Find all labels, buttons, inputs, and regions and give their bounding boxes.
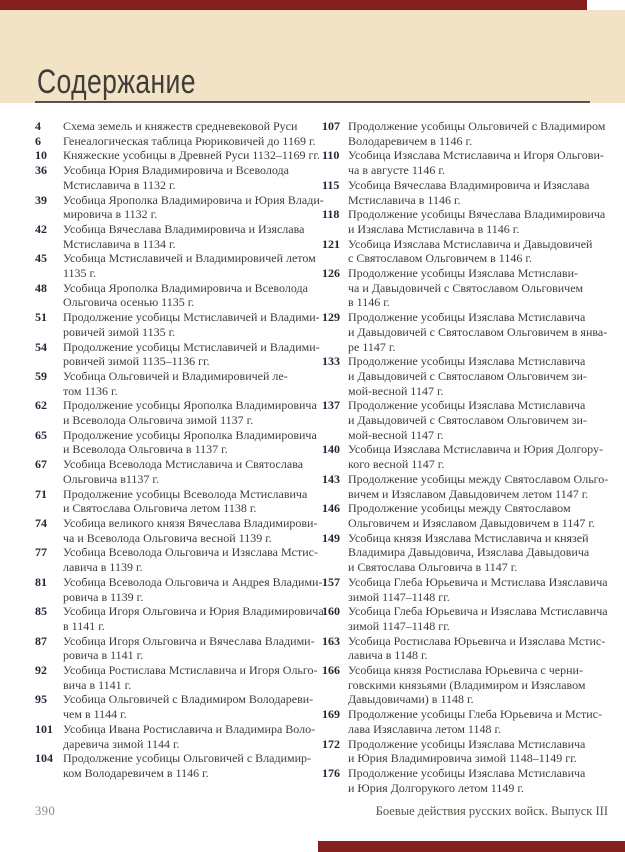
toc-entry-line: ча и Давыдовичей с Святославом Ольговичем xyxy=(348,280,584,295)
toc-entry-line: мой-весной 1147 г. xyxy=(348,383,444,398)
toc-page-number: 95 xyxy=(35,692,47,707)
toc-entry-line: Давыдовичами) в 1148 г. xyxy=(348,692,474,707)
toc-entry xyxy=(35,134,315,149)
toc-page-number: 169 xyxy=(322,707,340,722)
toc-entry xyxy=(322,207,612,236)
toc-entry-line: ровича в 1141 г. xyxy=(63,648,144,663)
toc-page-number: 115 xyxy=(322,177,340,192)
toc-page-number: 176 xyxy=(322,765,340,780)
toc-entry xyxy=(35,663,318,692)
toc-entry-line: ровичей зимой 1135 г. xyxy=(63,324,176,339)
toc-entry-line: Продолжение усобицы Всеволода Мстиславича xyxy=(63,486,308,501)
toc-entry xyxy=(322,398,612,442)
toc-page-number: 104 xyxy=(35,751,53,766)
toc-entry-line: зимой 1147–1148 гг. xyxy=(348,589,450,604)
toc-entry-line: ком Володаревичем в 1146 г. xyxy=(63,765,209,780)
toc-entry xyxy=(322,531,612,575)
toc-entry-line: мировича в 1132 г. xyxy=(63,207,158,222)
toc-entry-line: и Всеволода Ольговича в 1137 г. xyxy=(63,442,228,457)
toc-entry-line: Усобица Ивана Ростиславича и Владимира Воло- xyxy=(63,721,316,736)
toc-entry-line: Усобица Юрия Владимировича и Всеволода xyxy=(63,163,289,178)
toc-page-number: 172 xyxy=(322,736,340,751)
toc-page-number: 81 xyxy=(35,574,47,589)
toc-entry xyxy=(322,310,612,354)
toc-entry xyxy=(322,766,612,795)
toc-entry-line: Ольговича осенью 1135 г. xyxy=(63,295,195,310)
toc-page-number: 71 xyxy=(35,486,47,501)
toc-page-number: 45 xyxy=(35,251,47,266)
toc-entry-line: Усобица Ольговичей с Владимиром Володареви- xyxy=(63,692,314,707)
toc-entry-line: Володаревичем в 1146 г. xyxy=(348,133,473,148)
toc-entry xyxy=(35,515,318,545)
toc-entry-line: вичем и Изяславом Давыдовичем летом 1147 г. xyxy=(348,486,589,501)
toc-entry-line: говскими князьями (Владимиром и Изяславом xyxy=(348,677,586,692)
toc-page-number: 101 xyxy=(35,721,53,736)
toc-entry-line: Усобица Вячеслава Владимировича и Изяслава xyxy=(63,221,305,236)
toc-entry-line: Усобица Игоря Ольговича и Вячеслава Владими- xyxy=(63,633,315,648)
toc-entry-line: ровичей зимой 1135–1136 гг. xyxy=(63,354,210,369)
toc-entry-line: мой-весной 1147 г. xyxy=(348,427,444,442)
toc-page-number: 36 xyxy=(35,163,47,178)
toc-entry-line: и Давыдовичей с Святославом Ольговичем зи- xyxy=(348,413,587,428)
toc-page-number: 39 xyxy=(35,192,47,207)
toc-entry-line: Продолжение усобицы между Святославом Ольго- xyxy=(348,471,609,486)
toc-entry xyxy=(35,722,315,751)
toc-entry-line: Продолжение усобицы Мстиславичей и Владими- xyxy=(63,310,320,325)
toc-entry-line: Продолжение усобицы Мстиславичей и Владими- xyxy=(63,339,320,354)
toc-page-number: 77 xyxy=(35,545,47,560)
toc-entry-line: Усобица Изяслава Мстиславича и Давыдовичей xyxy=(348,236,593,251)
toc-page-number: 10 xyxy=(35,148,47,163)
toc-entry xyxy=(322,178,612,207)
toc-entry xyxy=(322,472,612,501)
toc-page-number: 42 xyxy=(35,221,47,236)
toc-page-number: 166 xyxy=(322,663,340,678)
toc-entry-line: 1135 г. xyxy=(63,266,97,281)
toc-entry xyxy=(35,163,315,192)
toc-entry-line: Усобица Изяслава Мстиславича и Юрия Долгору- xyxy=(348,442,603,457)
toc-entry xyxy=(35,487,315,516)
toc-entry xyxy=(35,398,315,427)
toc-entry-line: и Святослава Ольговича в 1147 г. xyxy=(348,560,518,575)
toc-entry-line: и Всеволода Ольговича зимой 1137 г. xyxy=(63,413,254,428)
toc-page-number: 48 xyxy=(35,280,47,295)
toc-entry-line: Продолжение усобицы Ярополка Владимировича xyxy=(63,398,317,413)
toc-entry xyxy=(322,663,612,707)
toc-entry-line: том 1136 г. xyxy=(63,383,118,398)
toc-entry xyxy=(322,237,612,266)
top-accent-bar xyxy=(0,0,587,10)
toc-entry xyxy=(35,148,320,163)
toc-entry xyxy=(35,119,315,134)
toc-entry-line: Схема земель и княжеств средневековой Руси xyxy=(63,119,298,133)
toc-entry-line: Усобица князя Изяслава Мстиславича и князей xyxy=(348,530,589,545)
toc-entry-line: в 1146 г. xyxy=(348,295,390,310)
folio-page-number: 390 xyxy=(35,804,56,818)
toc-entry-line: Усобица великого князя Вячеслава Владимирови- xyxy=(63,515,318,530)
toc-page-number: 87 xyxy=(35,633,47,648)
toc-entry-line: Усобица Всеволода Ольговича и Андрея Владими- xyxy=(63,574,323,589)
toc-entry-line: Продолжение усобицы Изяслава Мстислави- xyxy=(348,266,579,281)
toc-entry-line: Усобица Всеволода Ольговича и Изяслава Мстис- xyxy=(63,545,318,560)
toc-entry-line: и Юрия Владимировича зимой 1148–1149 гг. xyxy=(348,751,577,766)
toc-entry-line: и Юрия Долгорукого летом 1149 г. xyxy=(348,780,524,795)
toc-entry xyxy=(35,545,318,575)
title-rule xyxy=(35,101,590,103)
toc-entry-line: в 1141 г. xyxy=(63,618,105,633)
running-title: Боевые действия русских войск. Выпуск III xyxy=(375,804,608,818)
toc-entry-line: ча в августе 1146 г. xyxy=(348,163,445,178)
toc-entry xyxy=(322,354,612,398)
toc-page-number: 54 xyxy=(35,339,47,354)
toc-column-right xyxy=(322,119,612,795)
toc-entry-line: Продолжение усобицы Ярополка Владимировича xyxy=(63,427,317,442)
toc-entry-line: Усобица Ростислава Юрьевича и Изяслава Мстис- xyxy=(348,633,606,648)
toc-entry-line: Усобица Ярополка Владимировича и Юрия Влади- xyxy=(63,192,324,207)
toc-page-number: 140 xyxy=(322,442,340,457)
toc-page-number: 65 xyxy=(35,427,47,442)
toc-page-number: 92 xyxy=(35,663,47,678)
page-title: Содержание xyxy=(37,63,196,101)
toc-entry-line: лава Изяславича летом 1148 г. xyxy=(348,721,502,736)
toc-entry-line: Владимира Давыдовича, Изяслава Давыдовича xyxy=(348,545,590,560)
page-footer xyxy=(35,804,608,820)
toc-entry xyxy=(322,575,612,604)
toc-entry-line: Генеалогическая таблица Рюриковичей до 1169 г. xyxy=(63,133,316,148)
toc-entry-line: ча и Всеволода Ольговича весной 1139 г. xyxy=(63,530,272,545)
toc-page-number: 110 xyxy=(322,148,340,163)
toc-entry xyxy=(35,222,315,251)
toc-page-number: 67 xyxy=(35,457,47,472)
toc-entry-line: Продолжение усобицы Изяслава Мстиславича xyxy=(348,765,586,780)
toc-entry-line: кого весной 1147 г. xyxy=(348,457,445,472)
toc-entry-line: Ольговичем и Изяславом Давыдовичем в 1147 г. xyxy=(348,515,595,530)
toc-entry-line: Усобица князя Ростислава Юрьевича с черни- xyxy=(348,663,583,678)
toc-entry-line: Продолжение усобицы Глеба Юрьевича и Мстис- xyxy=(348,707,602,722)
toc-entry xyxy=(35,192,324,222)
toc-page-number: 62 xyxy=(35,398,47,413)
toc-entry xyxy=(35,281,315,310)
toc-page-number: 157 xyxy=(322,574,340,589)
toc-entry-line: Ольговича в1137 г. xyxy=(63,471,159,486)
toc-entry xyxy=(322,119,612,148)
toc-page-number: 6 xyxy=(35,133,41,148)
toc-entry xyxy=(35,574,323,604)
toc-page-number: 137 xyxy=(322,398,340,413)
toc-entry-line: Продолжение усобицы Вячеслава Владимировича xyxy=(348,207,606,222)
toc-entry xyxy=(322,707,612,736)
toc-entry-line: Усобица Всеволода Мстиславича и Святослава xyxy=(63,457,304,472)
toc-entry-line: Усобица Мстиславичей и Владимировичей летом xyxy=(63,251,316,266)
toc-page-number: 160 xyxy=(322,604,340,619)
toc-entry xyxy=(322,266,612,310)
toc-entry-line: Продолжение усобицы Изяслава Мстиславича xyxy=(348,736,586,751)
toc-page-number: 126 xyxy=(322,266,340,281)
toc-page-number: 85 xyxy=(35,604,47,619)
toc-page-number: 51 xyxy=(35,310,47,325)
toc-entry-line: Продолжение усобицы Ольговичей с Владимир- xyxy=(63,751,312,766)
toc-page-number: 129 xyxy=(322,310,340,325)
toc-entry-line: даревича зимой 1144 г. xyxy=(63,736,180,751)
toc-entry-line: Усобица Ярополка Владимировича и Всеволода xyxy=(63,280,308,295)
toc-entry-line: вича в 1141 г. xyxy=(63,677,132,692)
toc-entry xyxy=(35,692,315,721)
toc-page-number: 74 xyxy=(35,515,47,530)
toc-page-number: 143 xyxy=(322,471,340,486)
toc-entry xyxy=(35,457,315,486)
toc-entry-line: Усобица Глеба Юрьевича и Мстислава Изяславича xyxy=(348,574,608,589)
toc-entry-line: лавича в 1148 г. xyxy=(348,648,428,663)
toc-entry-line: и Давыдовичей с Святославом Ольговичем зи- xyxy=(348,368,587,383)
toc-entry xyxy=(35,339,320,369)
toc-entry-line: Продолжение усобицы Изяслава Мстиславича xyxy=(348,398,586,413)
toc-entry-line: Усобица Вячеслава Владимировича и Изяслава xyxy=(348,177,590,192)
toc-entry-line: Мстиславича в 1132 г. xyxy=(63,177,176,192)
toc-page-number: 163 xyxy=(322,633,340,648)
toc-entry-line: чем в 1144 г. xyxy=(63,707,127,722)
toc-entry-line: и Изяслава Мстиславича в 1146 г. xyxy=(348,221,520,236)
toc-page-number: 59 xyxy=(35,368,47,383)
toc-page-number: 4 xyxy=(35,119,41,133)
toc-entry xyxy=(35,634,315,663)
toc-entry-line: Продолжение усобицы Ольговичей с Владимиром xyxy=(348,119,606,133)
toc-page-number: 118 xyxy=(322,207,340,222)
toc-entry xyxy=(322,501,612,530)
toc-entry-line: Продолжение усобицы между Святославом xyxy=(348,501,571,516)
toc-entry xyxy=(322,634,612,663)
bottom-accent-bar xyxy=(318,841,625,852)
toc-entry xyxy=(322,148,612,177)
toc-entry-line: Продолжение усобицы Изяслава Мстиславича xyxy=(348,310,586,325)
toc-entry-line: Мстиславича в 1134 г. xyxy=(63,236,176,251)
toc-entry-line: Усобица Ольговичей и Владимировичей ле- xyxy=(63,368,288,383)
toc-page-number: 146 xyxy=(322,501,340,516)
toc-entry-line: Усобица Ростислава Мстиславича и Игоря Ольго- xyxy=(63,663,318,678)
toc-entry-line: и Святослава Ольговича летом 1138 г. xyxy=(63,501,257,516)
toc-entry xyxy=(35,428,315,457)
toc-entry-line: ре 1147 г. xyxy=(348,339,396,354)
toc-entry-line: и Давыдовичей с Святославом Ольговичем в янва- xyxy=(348,324,608,339)
toc-entry-line: ровича в 1139 г. xyxy=(63,589,144,604)
toc-entry-line: Усобица Игоря Ольговича и Юрия Владимировича xyxy=(63,604,324,619)
toc-entry-line: зимой 1147–1148 гг. xyxy=(348,618,450,633)
toc-entry xyxy=(35,604,324,633)
toc-entry-line: Мстиславича в 1146 г. xyxy=(348,192,461,207)
toc-entry xyxy=(35,751,315,780)
toc-page-number: 149 xyxy=(322,530,340,545)
toc-entry xyxy=(322,442,612,471)
toc-entry-line: Княжеские усобицы в Древней Руси 1132–1169 гг. xyxy=(63,148,320,163)
toc-entry xyxy=(35,369,315,398)
toc-entry-line: лавича в 1139 г. xyxy=(63,560,143,575)
toc-page-number: 133 xyxy=(322,354,340,369)
header-band xyxy=(0,10,625,103)
toc-entry xyxy=(322,737,612,766)
toc-entry-line: Усобица Глеба Юрьевича и Изяслава Мстиславича xyxy=(348,604,608,619)
toc-page-number: 121 xyxy=(322,236,340,251)
toc-entry xyxy=(322,604,612,633)
toc-column-left xyxy=(35,119,324,781)
toc-entry-line: с Святославом Ольговичем в 1146 г. xyxy=(348,251,532,266)
toc-entry-line: Усобица Изяслава Мстиславича и Игоря Ольгови- xyxy=(348,148,604,163)
toc-entry xyxy=(35,310,320,339)
toc-entry-line: Продолжение усобицы Изяслава Мстиславича xyxy=(348,354,586,369)
toc-entry xyxy=(35,251,315,280)
toc-page-number: 107 xyxy=(322,119,340,133)
